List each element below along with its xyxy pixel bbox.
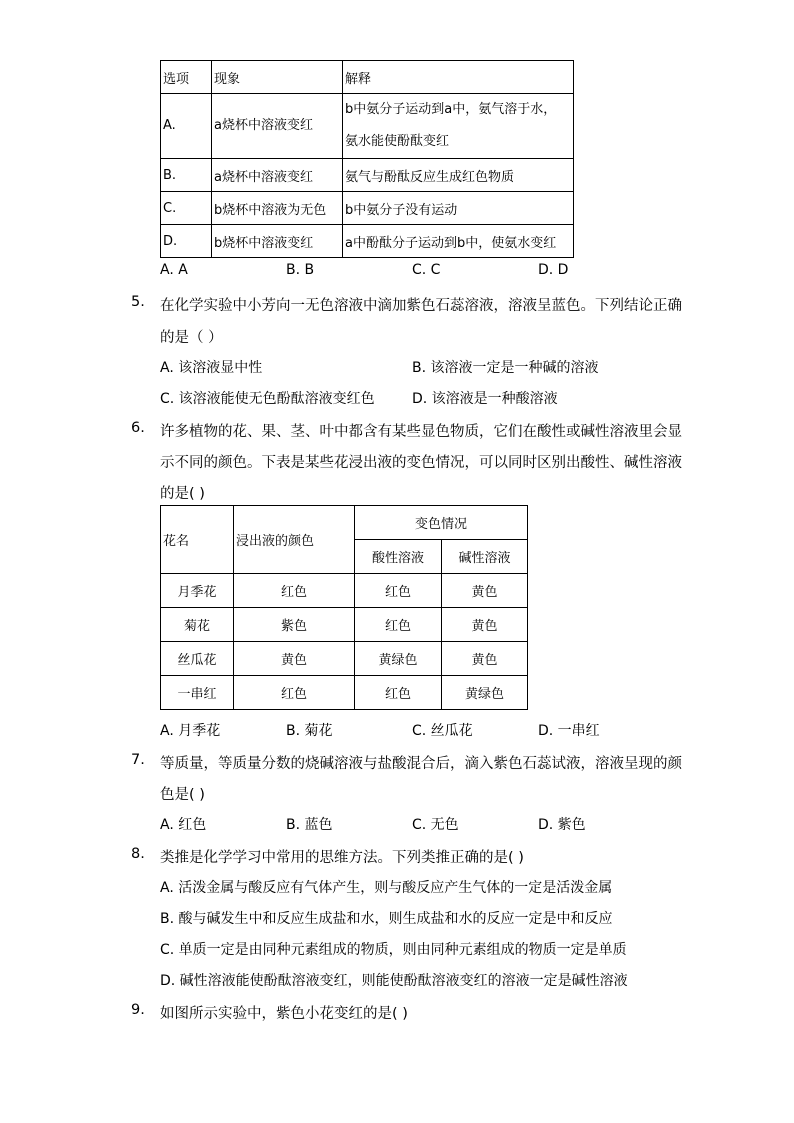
row-explanation-line: 氨水能使酚酞变红 — [345, 134, 450, 149]
q6-stem-line: 示不同的颜色。下表是某些花浸出液的变色情况，可以同时区别出酸性、碱性溶液 — [160, 455, 682, 471]
table-row — [161, 225, 574, 258]
cell-extract: 红色 — [234, 676, 355, 710]
header-color-change: 变色情况 — [355, 506, 528, 540]
q4-option-c[interactable]: C. C — [412, 262, 441, 278]
q7-option-b[interactable]: B. 蓝色 — [286, 817, 333, 833]
row-option: A. — [161, 94, 212, 159]
q5-option-a[interactable]: A. 该溶液显中性 — [160, 360, 263, 376]
header-phenomenon: 现象 — [212, 61, 343, 94]
q8-option-a[interactable]: A. 活泼金属与酸反应有气体产生，则与酸反应产生气体的一定是活泼金属 — [160, 880, 613, 896]
q7-option-d[interactable]: D. 紫色 — [538, 817, 586, 833]
header-extract-color: 浸出液的颜色 — [234, 506, 355, 574]
row-explanation: b中氨分子没有运动 — [343, 192, 574, 225]
table-row — [161, 608, 528, 642]
header-option: 选项 — [161, 61, 212, 94]
q4-option-d[interactable]: D. D — [538, 262, 569, 278]
q6-option-b[interactable]: B. 菊花 — [286, 723, 333, 739]
table-row — [161, 574, 528, 608]
q8-option-c[interactable]: C. 单质一定是由同种元素组成的物质，则由同种元素组成的物质一定是单质 — [160, 942, 627, 958]
row-phenomenon: a烧杯中溶液变红 — [212, 159, 343, 192]
table-header-row — [161, 506, 528, 540]
q6-stem-line: 许多植物的花、果、茎、叶中都含有某些显色物质，它们在酸性或碱性溶液里会显 — [160, 424, 682, 440]
cell-acid: 红色 — [355, 574, 442, 608]
row-explanation-line: b中氨分子运动到a中，氨气溶于水， — [345, 102, 557, 117]
q6-number: 6. — [131, 420, 145, 436]
q7-number: 7. — [131, 752, 145, 768]
q8-option-b[interactable]: B. 酸与碱发生中和反应生成盐和水，则生成盐和水的反应一定是中和反应 — [160, 911, 613, 927]
q9-number: 9. — [131, 1002, 145, 1018]
header-explanation: 解释 — [343, 61, 574, 94]
row-explanation: a中酚酞分子运动到b中，使氨水变红 — [343, 225, 574, 258]
row-option: D. — [161, 225, 212, 258]
q4-option-b[interactable]: B. B — [286, 262, 315, 278]
row-option: C. — [161, 192, 212, 225]
q7-stem-line: 等质量，等质量分数的烧碱溶液与盐酸混合后，滴入紫色石蕊试液，溶液呈现的颜 — [160, 756, 682, 772]
row-phenomenon: b烧杯中溶液为无色 — [212, 192, 343, 225]
cell-base: 黄绿色 — [442, 676, 528, 710]
q9-stem-line: 如图所示实验中，紫色小花变红的是( ) — [160, 1006, 408, 1022]
cell-acid: 红色 — [355, 608, 442, 642]
cell-extract: 紫色 — [234, 608, 355, 642]
table-row — [161, 192, 574, 225]
header-base: 碱性溶液 — [442, 540, 528, 574]
q5-stem-line: 在化学实验中小芳向一无色溶液中滴加紫色石蕊溶液，溶液呈蓝色。下列结论正确 — [160, 298, 682, 314]
cell-base: 黄色 — [442, 608, 528, 642]
explanation-table — [160, 60, 574, 258]
q6-option-a[interactable]: A. 月季花 — [160, 723, 221, 739]
q4-option-a[interactable]: A. A — [160, 262, 188, 278]
q7-option-c[interactable]: C. 无色 — [412, 817, 459, 833]
table-row — [161, 676, 528, 710]
q8-option-d[interactable]: D. 碱性溶液能使酚酞溶液变红，则能使酚酞溶液变红的溶液一定是碱性溶液 — [160, 973, 628, 989]
header-flower-name: 花名 — [161, 506, 234, 574]
row-explanation: 氨气与酚酞反应生成红色物质 — [343, 159, 574, 192]
cell-flower: 菊花 — [161, 608, 234, 642]
q6-option-d[interactable]: D. 一串红 — [538, 723, 600, 739]
cell-acid: 黄绿色 — [355, 642, 442, 676]
cell-extract: 黄色 — [234, 642, 355, 676]
table-row — [161, 159, 574, 192]
table-row — [161, 94, 574, 159]
q5-option-d[interactable]: D. 该溶液是一种酸溶液 — [412, 391, 558, 407]
cell-base: 黄色 — [442, 642, 528, 676]
q8-stem-line: 类推是化学学习中常用的思维方法。下列类推正确的是( ) — [160, 850, 524, 866]
table-row — [161, 642, 528, 676]
q8-number: 8. — [131, 846, 145, 862]
q5-option-c[interactable]: C. 该溶液能使无色酚酞溶液变红色 — [160, 391, 375, 407]
cell-flower: 一串红 — [161, 676, 234, 710]
row-phenomenon: b烧杯中溶液变红 — [212, 225, 343, 258]
flower-color-table — [160, 505, 528, 710]
q5-stem-line: 的是（ ） — [160, 330, 223, 346]
q5-number: 5. — [131, 294, 145, 310]
table-header-row — [161, 61, 574, 94]
row-explanation — [343, 94, 574, 159]
cell-flower: 丝瓜花 — [161, 642, 234, 676]
cell-flower: 月季花 — [161, 574, 234, 608]
q7-stem-line: 色是( ) — [160, 787, 205, 803]
header-acid: 酸性溶液 — [355, 540, 442, 574]
q6-stem-line: 的是( ) — [160, 486, 205, 502]
q6-option-c[interactable]: C. 丝瓜花 — [412, 723, 473, 739]
cell-extract: 红色 — [234, 574, 355, 608]
row-phenomenon: a烧杯中溶液变红 — [212, 94, 343, 159]
row-option: B. — [161, 159, 212, 192]
cell-base: 黄色 — [442, 574, 528, 608]
cell-acid: 红色 — [355, 676, 442, 710]
q7-option-a[interactable]: A. 红色 — [160, 817, 207, 833]
q5-option-b[interactable]: B. 该溶液一定是一种碱的溶液 — [412, 360, 599, 376]
